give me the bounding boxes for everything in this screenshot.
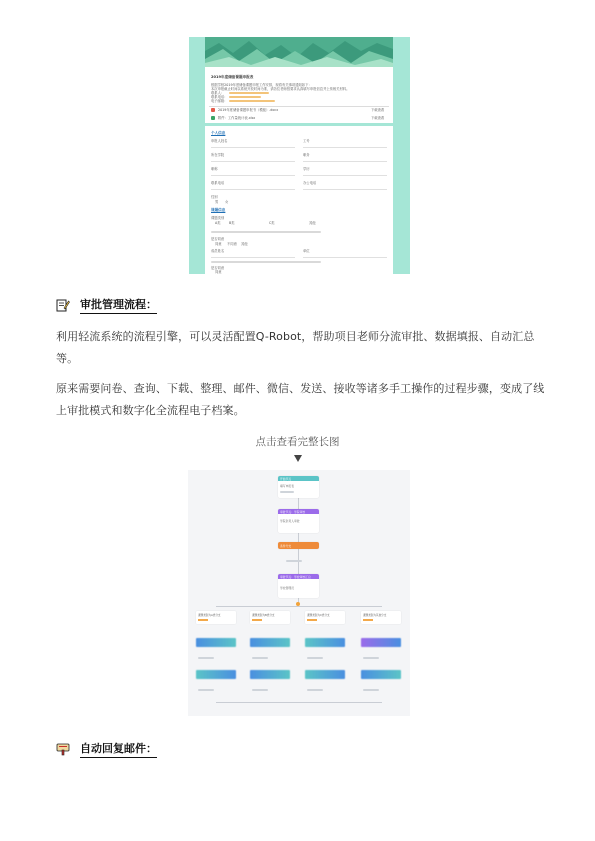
text-input[interactable] (211, 143, 295, 148)
branch-card[interactable] (196, 611, 236, 624)
branch-title: 课题类别为A类分支 (198, 614, 221, 617)
field-label: 办公电话 (303, 181, 317, 185)
view-full-image-link[interactable]: 点击查看完整长图 (255, 436, 340, 448)
note-edit-icon (56, 298, 70, 312)
radio-option[interactable]: A类 (215, 221, 221, 225)
field-label: 是否同意 (211, 237, 225, 241)
down-arrow-icon (294, 455, 302, 462)
body-paragraph: 原来需要问卷、查询、下载、整理、邮件、微信、发送、接收等诸多手工操作的过程步骤，变成了线上审批模式和数字化全流程电子档案。 (56, 382, 545, 417)
attachment-download-button[interactable]: 下载查看 (371, 116, 385, 120)
form-intro-line: 本次申报截止时间以系统开放时间为准，请各位老师按要求认真填写申报信息并上传相关材料。 (211, 87, 350, 91)
flow-node-start[interactable] (278, 476, 319, 498)
node-title: 条件分支 (280, 543, 292, 548)
select-input[interactable] (211, 171, 295, 176)
field-label: 工号 (303, 139, 310, 143)
radio-option[interactable]: 男 (215, 200, 219, 204)
radio-option[interactable]: 同意 (215, 270, 222, 274)
field-label: 所在学院 (211, 153, 225, 157)
radio-option[interactable]: C类 (269, 221, 275, 225)
xls-file-icon (211, 116, 215, 120)
form-email-label: 电子邮箱： (211, 99, 228, 103)
flow-node-branch[interactable] (278, 542, 319, 549)
body-paragraph: 利用轻流系统的流程引擎，可以灵活配置Q-Robot，帮助项目老师分流审批、数据填报、自动汇总等。 (56, 330, 535, 365)
branch-card[interactable] (361, 611, 401, 624)
branch-title: 课题类别为C类分支 (307, 614, 330, 617)
text-input[interactable] (211, 185, 295, 190)
form-intro-line: 根据学校2019年度储备课题申报工作安排，现将有关事项通知如下： (211, 83, 312, 87)
attachment-link[interactable]: 附件：工作量统计表.xlsx (218, 116, 256, 120)
text-input[interactable] (303, 143, 387, 148)
form-screenshot[interactable] (189, 37, 410, 274)
text-input[interactable] (211, 157, 295, 162)
text-input[interactable] (303, 253, 387, 258)
node-title: 审批节点：学校审核汇总 (280, 574, 311, 579)
field-label: 是否同意 (211, 266, 225, 270)
node-body: 学校管理员 (280, 586, 294, 590)
node-body: 填写申报表 (280, 484, 294, 488)
field-label: 成员姓名 (211, 249, 225, 253)
node-body: 学院负责人审批 (280, 519, 300, 523)
attachment-download-button[interactable]: 下载查看 (371, 108, 385, 112)
doc-file-icon (211, 108, 215, 112)
section-title: 自动回复邮件： (80, 740, 157, 758)
radio-option[interactable]: B类 (229, 221, 235, 225)
field-label: 学历 (303, 167, 310, 171)
branch-title: 课题类别为其他分支 (363, 614, 387, 617)
node-title: 审批节点：学院审核 (280, 509, 306, 514)
flow-node-summary[interactable] (278, 574, 319, 598)
text-input[interactable] (303, 171, 387, 176)
field-label: 职务 (303, 153, 310, 157)
radio-option[interactable]: 其他 (241, 242, 248, 246)
radio-option[interactable]: 不同意 (227, 242, 237, 246)
field-label: 申报人姓名 (211, 139, 228, 143)
radio-option[interactable]: 其他 (309, 221, 316, 225)
attachment-link[interactable]: 2019年度储备课题申报书（模板）.docx (218, 108, 279, 112)
flow-screenshot[interactable] (188, 470, 410, 716)
field-label: 课题类别 (211, 216, 225, 220)
text-input[interactable] (303, 185, 387, 190)
section-heading-auto-email (56, 740, 157, 758)
hand-sign-icon (56, 742, 70, 756)
radio-option[interactable]: 女 (225, 200, 229, 204)
branch-title: 课题类别为B类分支 (252, 614, 275, 617)
branch-card[interactable] (305, 611, 345, 624)
section-title: 审批管理流程： (80, 296, 157, 314)
form-title: 2019年度储备课题申报表 (211, 75, 254, 79)
text-input[interactable] (303, 157, 387, 162)
node-title: 开始节点 (280, 476, 292, 481)
section-heading-approval (56, 296, 157, 314)
field-label: 职称 (211, 167, 218, 171)
form-phone-label: 联系电话： (211, 95, 228, 99)
branch-card[interactable] (250, 611, 290, 624)
form-contact-label: 联系人： (211, 91, 225, 95)
radio-option[interactable]: 同意 (215, 242, 222, 246)
form-card (205, 67, 393, 274)
field-label: 性别 (211, 195, 218, 199)
text-input[interactable] (211, 253, 295, 258)
flow-node-review[interactable] (278, 509, 319, 533)
section-project-title: 课题信息 (211, 208, 226, 212)
field-label: 单位 (303, 249, 310, 253)
field-label: 联系电话 (211, 181, 225, 185)
mountain-banner-image (205, 37, 393, 67)
section-personal-title: 个人信息 (211, 131, 226, 135)
